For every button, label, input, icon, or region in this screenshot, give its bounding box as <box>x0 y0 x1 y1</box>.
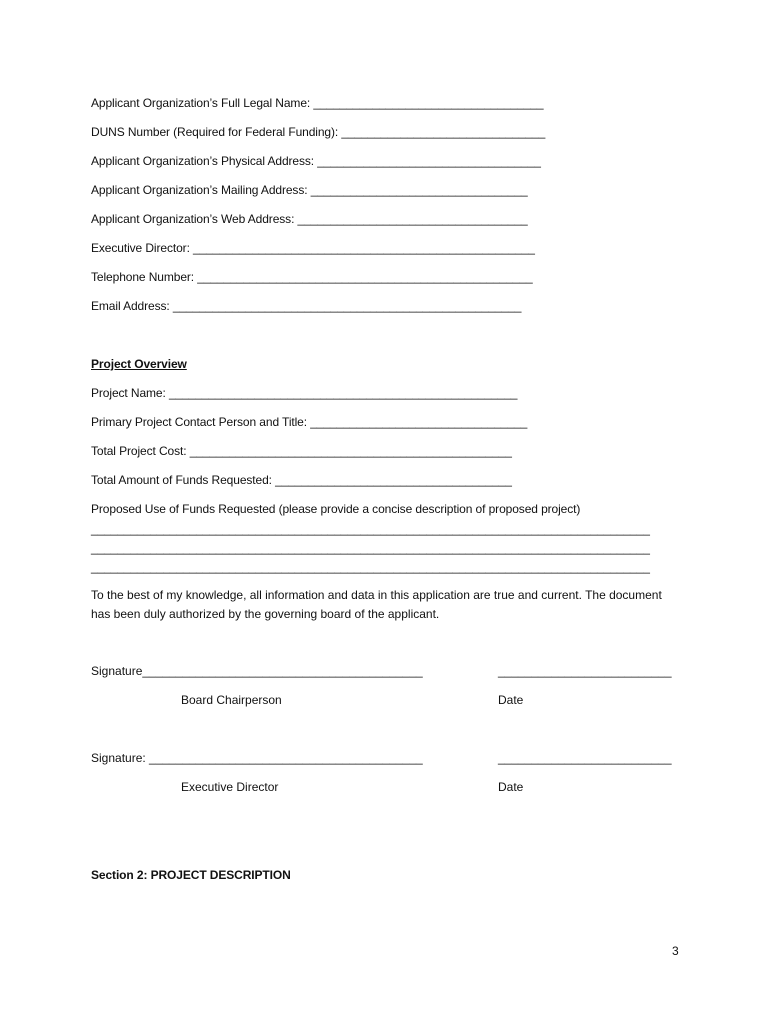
total-project-cost-field: Total Project Cost: _________________________________________________ <box>91 444 512 458</box>
email-field: Email Address: _____________________________________________________ <box>91 299 522 313</box>
use-of-funds-blank-line: _____________________________________________________________________________________ <box>91 522 650 536</box>
use-of-funds-blank-line: _____________________________________________________________________________________ <box>91 560 650 574</box>
date-line-chairperson: __________________________ <box>498 664 672 678</box>
executive-director-field: Executive Director: ____________________________________________________ <box>91 241 535 255</box>
date-line-executive-director: __________________________ <box>498 751 672 765</box>
signature-line-chairperson: Signature__________________________________________ <box>91 664 423 678</box>
page-number: 3 <box>672 944 679 958</box>
project-overview-heading: Project Overview <box>91 357 187 371</box>
date-label-chairperson: Date <box>498 693 524 707</box>
mailing-address-field: Applicant Organization’s Mailing Address: _________________________________ <box>91 183 528 197</box>
use-of-funds-blank-line: _____________________________________________________________________________________ <box>91 541 650 555</box>
contact-person-field: Primary Project Contact Person and Title: _________________________________ <box>91 415 528 429</box>
date-label-executive-director: Date <box>498 780 524 794</box>
board-chairperson-label: Board Chairperson <box>181 693 282 707</box>
physical-address-field: Applicant Organization’s Physical Address: __________________________________ <box>91 154 541 168</box>
project-name-field: Project Name: _____________________________________________________ <box>91 386 518 400</box>
certification-statement: To the best of my knowledge, all information and data in this application are true and current. The document has been duly authorized by the governing board of the applicant. <box>91 588 662 621</box>
executive-director-label: Executive Director <box>181 780 279 794</box>
section-2-heading: Section 2: PROJECT DESCRIPTION <box>91 868 291 882</box>
telephone-field: Telephone Number: ___________________________________________________ <box>91 270 533 284</box>
funds-requested-field: Total Amount of Funds Requested: ____________________________________ <box>91 473 512 487</box>
signature-line-executive-director: Signature: _________________________________________ <box>91 751 423 765</box>
applicant-legal-name-field: Applicant Organization’s Full Legal Name: ___________________________________ <box>91 96 544 110</box>
web-address-field: Applicant Organization’s Web Address: ___________________________________ <box>91 212 528 226</box>
duns-number-field: DUNS Number (Required for Federal Funding): _______________________________ <box>91 125 546 139</box>
use-of-funds-label: Proposed Use of Funds Requested (please provide a concise description of proposed project) <box>91 502 581 516</box>
